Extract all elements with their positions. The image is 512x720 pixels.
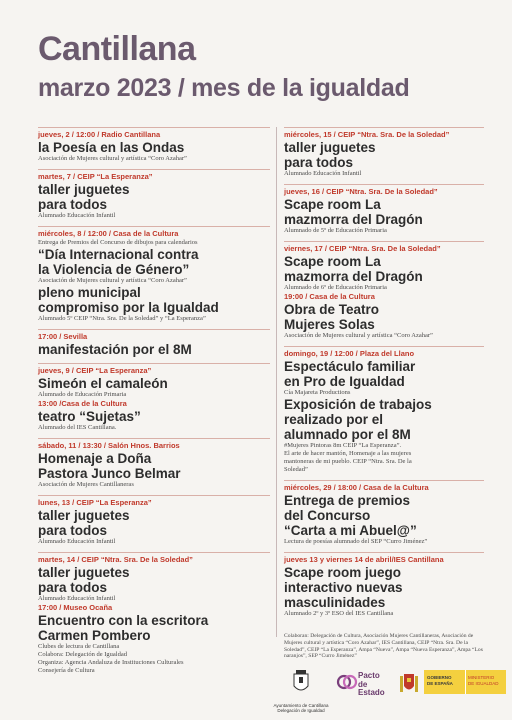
- event-description: Alumnado 5º CEIP “Ntra. Sra. De la Soledad” y “La Esperanza”: [38, 315, 206, 322]
- event-item: [38, 363, 270, 432]
- event-description: Alumnado de Educación Primaria: [38, 391, 127, 398]
- event-date-venue: martes, 14 / CEIP “Ntra. Sra. De la Soledad”: [38, 555, 193, 564]
- event-description: Asociación de Mujeres Cantillaneras: [38, 481, 134, 488]
- pacto-line2: de Estado: [358, 680, 385, 697]
- left-column: [38, 127, 270, 681]
- event-description: Alumnado Educación Infantil: [38, 538, 116, 545]
- sponsor-logos: [270, 668, 506, 718]
- event-date-venue: jueves, 9 / CEIP “La Esperanza”: [38, 366, 152, 375]
- event-date-venue: 13:00 /Casa de la Cultura: [38, 399, 127, 408]
- event-description: Alumnado de 6º de Educación Primaria: [284, 284, 387, 291]
- event-description: Alumnado del IES Cantillana.: [38, 424, 117, 431]
- coat-of-arms-icon: [270, 668, 332, 698]
- spain-shield-icon: [398, 670, 420, 696]
- event-item: [284, 346, 484, 474]
- event-date-venue: lunes, 13 / CEIP “La Esperanza”: [38, 498, 152, 507]
- gobierno-logo: [398, 670, 506, 700]
- event-description: Alumnado Educación Infantil: [38, 212, 116, 219]
- event-item: [284, 127, 484, 178]
- event-title: Scape room La mazmorra del Dragón: [284, 197, 423, 227]
- pacto-circles-icon: [336, 670, 358, 694]
- event-description: Alumnado de 5º de Educación Primaria: [284, 227, 387, 234]
- event-date-venue: sábado, 11 / 13:30 / Salón Hnos. Barrios: [38, 441, 180, 450]
- event-item: [284, 184, 484, 235]
- event-title: taller juguetes para todos: [38, 508, 130, 538]
- event-item: [284, 241, 484, 340]
- event-item: [38, 127, 270, 163]
- event-title: taller juguetes para todos: [38, 182, 130, 212]
- event-description: Asociación de Mujeres cultural y artística “Coro Azahar”: [284, 332, 433, 339]
- event-title: Encuentro con la escritora Carmen Pombero: [38, 613, 209, 643]
- event-date-venue: miércoles, 8 / 12:00 / Casa de la Cultura: [38, 229, 179, 238]
- event-title: la Poesía en las Ondas: [38, 140, 185, 155]
- event-item: [38, 552, 270, 675]
- event-title: Entrega de premios del Concurso “Carta a mi Abuel@”: [284, 493, 417, 538]
- event-item: [284, 552, 484, 618]
- event-item: [38, 438, 270, 489]
- event-title: pleno municipal compromiso por la Igualdad: [38, 285, 219, 315]
- event-title: Obra de Teatro Mujeres Solas: [284, 302, 380, 332]
- event-date-venue: jueves, 2 / 12:00 / Radio Cantillana: [38, 130, 161, 139]
- event-date-venue: 17:00 / Museo Ocaña: [38, 603, 113, 612]
- event-title: Espectáculo familiar en Pro de Igualdad: [284, 359, 416, 389]
- event-description: Clubes de lectura de Cantillana Colabora: Delegación de Igualdad Organiza: Agencia Andaluza de Instituciones Culturales Consejería de Cultura: [38, 643, 184, 674]
- event-item: [284, 480, 484, 546]
- event-title: teatro “Sujetas”: [38, 409, 141, 424]
- event-date-venue: jueves 13 y viernes 14 de abril/IES Cantillana: [284, 555, 444, 564]
- event-description: Entrega de Premios del Concurso de dibujos para calendarios: [38, 239, 198, 246]
- column-divider: [276, 127, 277, 637]
- event-title: Homenaje a Doña Pastora Junco Belmar: [38, 451, 181, 481]
- event-title: taller juguetes para todos: [284, 140, 376, 170]
- event-item: [38, 169, 270, 220]
- event-item: [38, 226, 270, 323]
- event-date-venue: martes, 7 / CEIP “La Esperanza”: [38, 172, 153, 181]
- pacto-line1: Pacto: [358, 671, 380, 680]
- gobierno-banner: [424, 670, 506, 694]
- event-description: Asociación de Mujeres cultural y artística “Coro Azahar”: [38, 155, 187, 162]
- page-subtitle: marzo 2023 / mes de la igualdad: [38, 74, 410, 102]
- event-description: Alumnado Educación Infantil: [284, 170, 362, 177]
- event-title: Scape room La mazmorra del Dragón: [284, 254, 423, 284]
- event-item: [38, 329, 270, 357]
- event-date-venue: domingo, 19 / 12:00 / Plaza del Llano: [284, 349, 415, 358]
- page-title: Cantillana: [38, 30, 196, 68]
- credits-text: Colaboran: Delegación de Cultura, Asociación Mujeres Cantillaneras, Asociación de Mujeres cultural y artística “Coro Azahar”, IES Cantillana, CEIP “Ntra. Sra. De la Soledad”, CEIP “La Esperanza”, Ampa “Nueva”, Ampa “Nueva Esperanza”, Ampa “Los naranjos”, SEP “Curro Jiménez”: [284, 633, 483, 660]
- event-title: Scape room juego interactivo nuevas masculinidades: [284, 565, 403, 610]
- event-date-venue: jueves, 16 / CEIP “Ntra. Sra. De la Soledad”: [284, 187, 438, 196]
- event-title: “Día Internacional contra la Violencia de Género”: [38, 247, 199, 277]
- gobierno-label: GOBIERNO DE ESPAÑA: [427, 675, 453, 686]
- event-description: Lectura de poesías alumnado del SEP “Curro Jiménez”: [284, 538, 428, 545]
- event-description: Alumnado 2º y 3º ESO del IES Cantillana: [284, 610, 394, 617]
- event-item: [38, 495, 270, 546]
- banner-divider: [465, 670, 466, 694]
- event-description: Asociación de Mujeres cultural y artística “Coro Azahar”: [38, 277, 187, 284]
- ministerio-label: MINISTERIO DE IGUALDAD: [468, 675, 499, 686]
- event-date-venue: miércoles, 15 / CEIP “Ntra. Sra. De la Soledad”: [284, 130, 450, 139]
- event-date-venue: miércoles, 29 / 18:00 / Casa de la Cultura: [284, 483, 429, 492]
- event-description: Cía Majareta Productions: [284, 389, 351, 396]
- ayuntamiento-label: Ayuntamiento de Cantillana Delegación de Igualdad: [273, 703, 329, 713]
- event-title: taller juguetes para todos: [38, 565, 130, 595]
- event-date-venue: viernes, 17 / CEIP “Ntra. Sra. De la Soledad”: [284, 244, 441, 253]
- ayuntamiento-logo: [270, 668, 332, 713]
- event-date-venue: 17:00 / Sevilla: [38, 332, 88, 341]
- event-title: Exposición de trabajos realizado por el alumnado por el 8M: [284, 397, 432, 442]
- event-description: #Mujeres Pintoras 8m CEIP “La Esperanza”. El arte de hacer mantón, Homenaje a las mujeres mantoneras de mi pueblo. CEIP “Ntra. Sra. De la Soledad”: [284, 442, 412, 473]
- event-description: Alumnado Educación Infantil: [38, 595, 116, 602]
- event-date-venue: 19:00 / Casa de la Cultura: [284, 292, 375, 301]
- right-column: [284, 127, 484, 624]
- event-title: Simeón el camaleón: [38, 376, 168, 391]
- event-title: manifestación por el 8M: [38, 342, 192, 357]
